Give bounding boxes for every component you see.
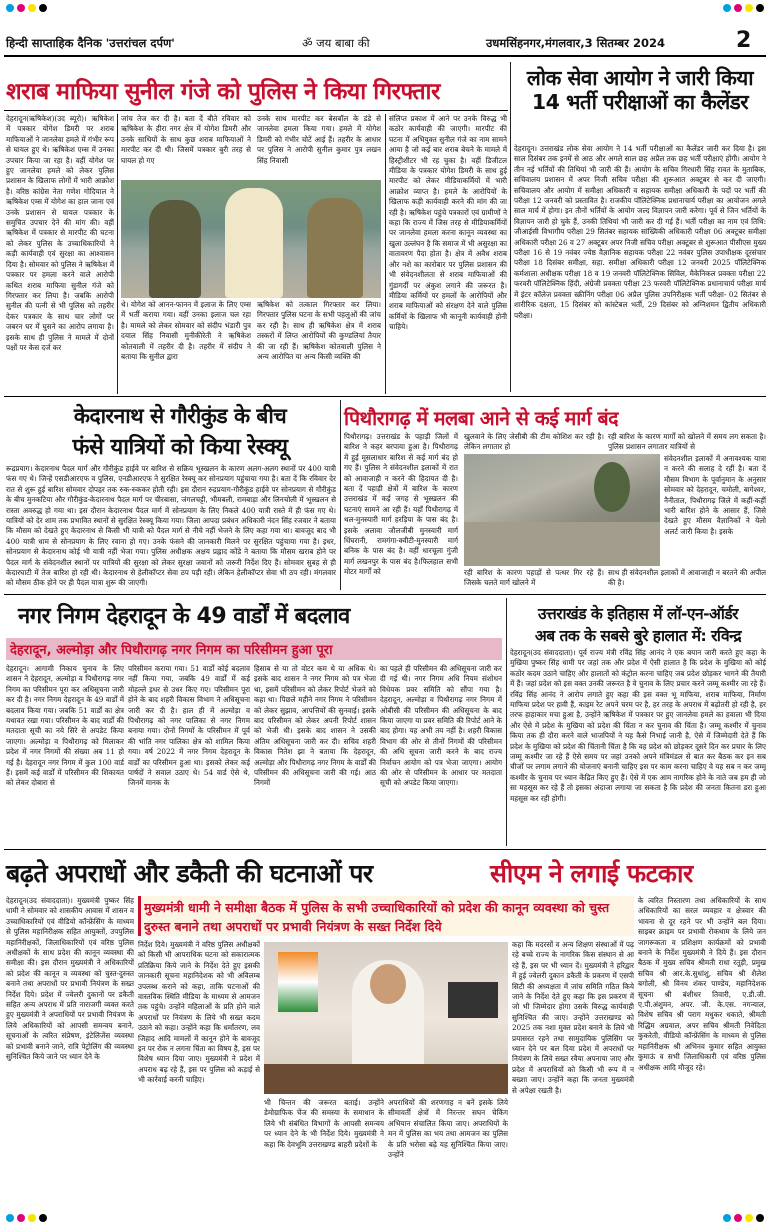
story4-caption2: साथ ही संवेदनशील इलाकों में आवाजाही न बरतने की अपील की है। (608, 568, 766, 588)
person-right (307, 198, 363, 298)
color-dots-bottom-left (6, 1214, 47, 1222)
yellow-dot (745, 1214, 753, 1222)
story1-col3-bottom: ऋषिकेश को तत्काल गिरफ्तार कर लिया। गिरफ्तार पुलिस घटना के सभी पहलुओं की जांच कर रही है। साथ ही ऋषिकेश क्षेत्र में शराब तस्करों में लिप्त आरोपियों की कुण्डलियां तैयार की जा रही हैं। ऋषिकेश कोतवाली पुलिस ने अन्य आरोपित या अन्य किसी व्यक्ति की (257, 300, 381, 362)
rock-debris (464, 522, 660, 566)
story5-headline: नगर निगम देहरादून के 49 वार्डों में बदलाव (18, 604, 350, 629)
color-dots-top-left (6, 4, 47, 12)
story2-body: देहरादून। उत्तराखंड लोक सेवा आयोग ने 14 भर्ती परीक्षाओं का कैलेंडर जारी कर दिया है। इस साल दिसंबर तक इनमें से आठ और अगले साल छह अप्रैल तक छह भर्ती परीक्षाएं होंगी। आयोग ने तीन नई भर्तियों की तिथियां भी जारी की हैं। आयोग के सचिव गिरधारी सिंह रावत के मुताबिक, सचिवालय प्रशासन में अपर निजी सचिव परीक्षा की शुरूआत अक्टूबर से कर दी जाएगी। सचिवालय और आयोग में समीक्षा अधिकारी व सहायक समीक्षा अधिकारी के पदों पर भर्ती की परीक्षा 12 जनवरी को प्रस्तावित है। राजकीय पॉलिटेक्निक प्रधानाचार्य परीक्षा का आयोजन अगले साल मार्च में होगा। इन तीनों भर्तियों के आयोग जल्द विज्ञापन जारी करेगा। पूर्व से जिन भर्तियों के विज्ञापन जारी हो चुके हैं, उनकी तिथियां भी जारी कर दी गई हैं। भर्ती परीक्षा का नाम एवं तिथि: जीआईसी विभागीय परीक्षा 29 सितंबर सहायक सांख्यिकी अधिकारी परीक्षा 06 अक्टूबर समीक्षा अधिकारी परीक्षा 26 व 27 अक्टूबर अपर निजी सचिव परीक्षा अक्टूबर से शुरूआत पीसीएस मुख्य परीक्षा 16 से 19 नवंबर ज्येष्ठ वैज्ञानिक सहायक परीक्षा 22 नवंबर पुलिस उपाधीक्षक दूरसंचार परीक्षा 18 दिसंबर समीक्षा, सहा. समीक्षा अधिकारी परीक्षा 12 जनवरी 2025 पॉलिटेक्निक कर्मशाला अधीक्षक परीक्षा 18 व 19 जनवरी पॉलिटेक्निक सिविल, मैकेनिकल प्रवक्ता परीक्षा 22 फरवरी पॉलिटेक्निक हिंदी, अंग्रेजी प्रवक्ता परीक्षा 23 फरवरी पॉलिटेक्निक प्रधानाचार्य परीक्षा मार्च में इंटर कॉलेज प्रवक्ता स्क्रीनिंग परीक्षा 06 अप्रैल पुलिस उपनिरीक्षक भर्ती परीक्षा- 02 सितंबर से शारीरिक दक्षता, 15 दिसंबर को कांस्टेबल भर्ती, 29 दिसंबर को अग्निशमन द्वितीय अधिकारी परीक्षा। (514, 144, 766, 320)
masthead-rule (4, 55, 766, 57)
story7-headline-part2: सीएम ने लगाई फटकार (490, 859, 693, 888)
place-date: उधमसिंहनगर,मंगलवार,3 सितम्बर 2024 (486, 36, 665, 50)
story1-col2-top: जांच तेज कर दी है। बता दें बीते रविवार को ऋषिकेश के हीरा नगर क्षेत्र में योगेश डिमरी और उनके साथियों के साथ कुछ शराब माफियाओं ने मारपीट कर दी थी। जिसमें पत्रकार बुरी तरह से घायल हो गए (121, 114, 251, 165)
story4-caption: रही बारिश के कारण पहाड़ों से पत्थर गिर रहे हैं। जिसके चलते मार्ग खोलने में (464, 568, 604, 588)
paper-name: हिन्दी साप्ताहिक दैनिक 'उत्तरांचल दर्पण' (6, 36, 175, 50)
yellow-dot (28, 4, 36, 12)
cyan-dot (723, 1214, 731, 1222)
page-number: 2 (736, 28, 752, 53)
story1-col2-bottom: थे। योगेश को आनन-फानन में इलाज के लिए एम्स में भर्ती कराया गया। वहीं उनका इलाज चल रहा है। मामले को लेकर सोमवार को संदीप भंडारी पुत्र दयाल सिंह निवासी मुनीकीरेती ने ऋषिकेश कोतवाली में तहरीर दी है। तहरीर में संदीप ने बताया कि सुनील द्वारा (121, 300, 251, 362)
divider (340, 400, 341, 590)
color-dots-top-right (723, 4, 764, 12)
cm-meeting-photo (264, 942, 508, 1094)
landslide-photo (464, 454, 660, 566)
story4-col2-top: खुलवाने के लिए जेसीबी की टीम कोशिश कर रही है। लेकिन लगातार हो (464, 432, 604, 452)
story5-col3: हिसाब से या तो वोटर कम थे या अधिक थे। इसके बाद शासन ने नगर निगम को पत्र भेजा था, इसमें परिसीमन को लेकर रिपोर्ट भेजने को कहा था। पिछले महीने नगर निगम ने परिसीमन को लेकर सुझाव, आपत्तियों की सुनवाई। इसके बाद परिसीमन को लेकर अपनी रिपोर्ट शासन को भेजी थी। इसके बाद शासन ने उसकी अंतिम अधिसूचना जारी कर दी। सचिव शहरी विकास नितेश झा ने बताया कि देहरादून, अल्मोड़ा और पिथौरागढ़ नगर निगम के वार्डों की परिसीमन की अधिसूचना जारी की गई। आठ निगमों (254, 664, 376, 788)
divider (506, 598, 507, 846)
story1-col4: संलिप्त प्रकाश में आने पर उनके विरुद्ध भी कठोर कार्यवाही की जाएगी। मारपीट की घटना में अभियुक्त सुनील गंजे का नाम सामने आया है जो कई बार शराब बेचने के मामले में हिस्ट्रीशीटर भी रह चुका है। वहीं डिजीटल मीडिया के पत्रकार योगेश डिमरी के साथ हुई मारपीट को लेकर मीडियाकर्मियों में भारी आक्रोश व्याप्त है। हमले के आरोपियों के खिलाफ कड़ी कार्यवाही करने की मांग की जा रही है। ऋषिकेश पहुंचे पत्रकारों एवं ग्रामीणों ने कहा कि राज्य में जिस तरह से मीडियाकर्मियों पर जानलेवा हमला करना कानून व्यवस्था का खुला उल्लंघन है कि समाज में भी असुरक्षा का वातावरण पैदा होता है। क्षेत्र में अवैध शराब और नशे का कारोबार पर पुलिस प्रशासन की भी संवेदनशीलता से शराब माफियाओं की गुंडागर्दी पर अंकुश लगाने की जरूरत है। मीडिया कर्मियों पर हमलों के आरोपियों और शराब माफियाओं को संरक्षण देने वाले पुलिस कर्मियों के खिलाफ भी कानूनी कार्यवाही होनी चाहिये। (389, 114, 507, 332)
story5-col2: परिसीमन कराया गया। 51 वार्डों कोई बदलाव नहीं किया गया, जबकि 49 वार्डों में कई मोहल्ले इधर से उधर किए गए। परिसीमन पूरा होने के बाद शहरी विकास विभाग ने अधिसूचना जारी कर दी है। हाल ही में अल्मोड़ा व पिथौरागढ़ को नगर पालिका से नगर निगम बनाया गया। दोनों निगमों के परिसीमन में पूर्व की भांति नगर पालिका क्षेत्र को शामिल किया गया। वर्ष 2022 में नगर निगम देहरादून के वार्डों का परिसीमन हुआ था। इसको लेकर कई पार्षदों ने सवाल उठाए थे। 54 वार्ड ऐसे थे, जिनमें मानक के (128, 664, 250, 788)
divider (117, 114, 118, 394)
magenta-dot (734, 4, 742, 12)
story6-headline-line1: उत्तराखंड के इतिहास में लॉ-एन-ऑर्डर (537, 605, 739, 623)
story7-col1: देहरादून(उद संवाददाता)। मुख्यमंत्री पुष्कर सिंह धामी ने सोमवार को शासकीय आवास में शासन व उच्चाधिकारियों एवं वीडियो कॉन्फ्रेंसिंग के माध्यम से पुलिस महानिरीक्षक सहित आयुक्तों, उपपुलिस महानिरीक्षकों, जिलाधिकारियों एवं वरिष्ठ पुलिस अधीक्षकों के साथ प्रदेश की कानून व्यवस्था की समीक्षा की। इस दौरान मुख्यमंत्री ने अधिकारियों को प्रदेश की कानून व व्यवस्था को चुस्त-दुरुस्त बनाने तथा अपराधों पर प्रभावी नियंत्रण के सख्त निर्देश दिये। प्रदेश में ज्वेलरी दुकानों पर डकैती सहित अन्य अपराध में प्रति नाराजगी व्यक्त करते हुए मुख्यमंत्री ने अपराधियों पर प्रभावी नियंत्रण के लिये अधिकारियों को आपसी समन्वय बनाने, सूचनाओं के त्वरित संप्रेषण, इंटेलिजेंस व्यवस्था को प्रभावी बनाने जाने, रात्रि पेट्रोलिंग की व्यवस्था सुनिश्चित किये जाने पर ध्यान देने के (6, 896, 134, 1062)
black-dot (756, 1214, 764, 1222)
yellow-dot (745, 4, 753, 12)
section-rule (4, 396, 766, 397)
story5-col1: देहरादून। आगामी निकाय चुनाव के लिए शासन ने देहरादून, अल्मोड़ा व पिथौरागढ़ नगर निगम का परिसीमन पूरा कर अधिसूचना जारी कर दी है। नगर निगम देहरादून के 49 वार्डों में बदलाव किया गया। जबकि 51 वार्डों का क्षेत्र यथावत रखा गया। परिसीमन के बाद वार्डों की मतदाता सूची का नये सिरे से अपडेट किया जाएगा। अल्मोड़ा व पिथौरागढ़ को मिलाकर प्रदेश में नगर निगमों की संख्या अब 11 हो गई है। देहरादून नगर निगम में कुल 100 वार्ड हैं। इसमें कई वार्डों में परिसीमन की शिकायत को लेकर दोबारा से (6, 664, 124, 788)
story4-col3-top: रही बारिश के कारण मार्गों को खोलने में समय लग सकता है। पुलिस प्रशासन लगातार यात्रियों से (608, 432, 766, 452)
section-rule (4, 849, 766, 850)
story3-headline-line2: फंसे यात्रियों को किया रेस्क्यू (72, 435, 288, 460)
story7-col2: निर्देश दिये। मुख्यमंत्री ने वरिष्ठ पुलिस अधीक्षकों को किसी भी आपराधिक घटना को सकारात्मक प्रतिक्रिया किये जाने के निर्देश देते हुए इसकी जानकारी सूचना महानिदेशक को भी अविलम्ब उपलब्ध कराने को कहा, ताकि घटनाओं की वास्तविक स्थिति मीडिया के माध्यम से आमजन तक पहुंचे। उन्होंने महिलाओं के प्रति होने वाले अपराधों पर नियंत्रण के लिये भी सख्त कदम उठाने को कहा। उन्होंने कहा कि धर्मांतरण, लव जिहाद आदि मामलों में कानून होने के बावजूद इन पर रोक न लगना चिंता का विषय है, इस पर विशेष ध्यान दिया जाए। मुख्यमंत्री ने प्रदेश में अपराध बढ़ रहे हैं, इस पर पुलिस को कड़ाई से भी कार्रवाई करनी चाहिए। (138, 940, 260, 1085)
cyan-dot (6, 4, 14, 12)
story6-headline-line2: अब तक के सबसे बुरे हालात में: रविन्द्र (534, 627, 742, 645)
story7-col4-bottom: अपराधियों की शरणगाह न बनें इसके लिये सीमावर्ती क्षेत्रों में निरन्तर सघन चेकिंग अभियान संचालित किया जाए। अपराधियों के मन में पुलिस का भय तथा आमजन का पुलिस के प्रति भरोसा बढ़े यह सुनिश्चित किया जाए। उन्होंने (388, 1098, 508, 1160)
story5-col4: का पहले ही परिसीमन की अधिसूचना जारी कर दी गई थी। नगर निगम अधि नियम संशोधन विधेयक प्रवर समिति को सौंपा गया है। देहरादून, अल्मोड़ा व पिथौरागढ़ नगर निगम में ओबीसी की परिसीमन की अधिसूचना के बाद किया जाएगा या प्रवर समिति की रिपोर्ट आने के बाद होगा। यह अभी तय नहीं है। शहरी विकास विभाग की ओर से तीनों निगमों की परिसीमन की अधि सूचना जारी करने के बाद राज्य निर्वाचन आयोग को पत्र भेजा जाएगा। आयोग की ओर से परिसीमन के आधार पर मतदाता सूची को अपडेट किया जाएगा। (380, 664, 502, 788)
black-dot (756, 4, 764, 12)
blessing-text: ॐ जय बाबा की (302, 36, 370, 50)
magenta-dot (734, 1214, 742, 1222)
person-center (225, 188, 283, 298)
section-rule (4, 594, 766, 595)
story7-col6: के त्वरित निस्तारण तथा अधिकारियों के साथ अधिकारियों का सरल व्यवहार व क्षेत्रवार की भावना से दूर रहने पर भी उन्होंने बल दिया। साइबर क्राइम पर प्रभावी रोकथाम के लिये जन जागरूकता व प्रशिक्षण कार्यक्रमों को प्रभावी बनाने के निर्देश मुख्यमंत्री ने दिये हैं। इस दौरान बैठक में मुख्य सचिव श्रीमती राधा रतूड़ी, प्रमुख सचिव श्री आर.के.सुधांशु, सचिव श्री शैलेश बगोली, श्री विनय शंकर पाण्डेय, महानिदेशक सूचना श्री बंशीधर तिवारी, ए.डी.जी. ए.पी.अंशुमन, अपर. जी. के.एस. नगन्याल, विशेष सचिव श्री पराग मधुकर धकाते, श्रीमती रिद्धिम अग्रवाल, अपर सचिव श्रीमती निवेदिता कुकरेती, वीडियो कॉन्फ्रेंसिंग के माध्यम से पुलिस महानिरीक्षक श्री अभिनव कुमार सहित आयुक्त कुमाऊं व सभी जिलाधिकारी एवं वरिष्ठ पुलिस अधीक्षक आदि मौजूद रहे। (638, 896, 766, 1072)
story4-col1: पिथौरागढ़। उत्तराखंड के पहाड़ी जिलों में बारिश ने कहर बरपाया हुआ है। पिथौरागढ़ में हुई मूसलाधार बारिश से कई मार्ग बंद हो गए हैं। पुलिस ने संवेदनशील इलाकों में रात को आवाजाही न करने की हिदायत दी है। बता दें पहाड़ी क्षेत्रों में बारिश के कारण उत्तराखंड में कई जगह से भूस्खलन की घटनाएं सामने आ रही हैं। यहाँ पिथौरागढ़ में थल-मुनस्यारी मार्ग हरड़िया के पास बंद है। इसके अलावा जौलजीबी मुनस्यारी मार्ग धिंघरानी, रामगंगा-क्वीटी-मुनस्यारी मार्ग बनिक के पास बंद है। वहीं धारचूला गुंजी मार्ग लखनपुर के पास बंद है।फिलहाल सभी मोटर मार्गों को (344, 432, 458, 577)
tree-1 (594, 462, 630, 512)
story2-headline: लोक सेवा आयोग ने जारी किया 14 भर्ती परीक्षाओं का कैलेंडर (526, 66, 754, 114)
yellow-dot (28, 1214, 36, 1222)
story3-headline-line1: केदारनाथ से गौरीकुंड के बीच (73, 404, 287, 428)
color-dots-bottom-right (723, 1214, 764, 1222)
story3-body: रूद्रप्रयाग। केदारनाथ पैदल मार्ग और गौरीकुंड हाईवे पर बारिश से सक्रिय भूस्खलन के कारण अलग-अलग स्थानों पर 400 यात्री फंस गए थे। जिन्हें एसडीआरएफ व पुलिस, एनडीआरएफ ने सुरक्षित रेस्क्यू कर सोनप्रयाग पहुंचाया गया है। बता दें कि रविवार देर रात से शुरू हुई बारिश सोमवार दोपहर तक रुक-रुककर होती रही। इस दौरान रुद्रप्रयाग-गौरीकुंड हाईवे पर सोनप्रयाग से गौरीकुंड के बीच मुनकटिया और गौरीकुंड-केदारनाथ पैदल मार्ग पर चीरबासा, जंगलचट्टी, भीमबली, रामबाड़ा और लिनचोली में भूस्खलन से रास्ता अवरुद्ध हो गया था। इस दौरान केदारनाथ पैदल मार्ग में सोनप्रयाग के लिए निकले 400 यात्री रास्ते में ही फंस गए थे। यात्रियों को देर शाम तक प्रभावित स्थानों से सुरक्षित रेस्क्यू किया गया। जिला आपदा प्रबंधन अधिकारी नंदन सिंह रजवार ने बताया कि मौसम को देखते हुए केदारनाथ से किसी भी यात्री को पैदल मार्ग से नीचे नहीं भेजने के लिए कहा गया था। बावजूद बाद भी 400 यात्री धाम से सोनप्रयाग के लिए रवाना हो गए। उनके फंसने की जानकारी मिलने पर सुरक्षित पहुंचाया गया है। इधर, सोनप्रयाग से केदारनाथ कोई भी यात्री नहीं भेजा गया। पुलिस अधीक्षक अक्षय प्रह्लाद कोंडे ने बताया कि मौसम खराब होने पर पैदल मार्ग के संवेदनशील स्थानों पर यात्रियों की सुरक्षा को लेकर सुरक्षा जवानों को जरूरी निर्देश दिए हैं। सोमवार सुबह से ही केदारघाटी में तेज बारिश हो रही थी। केदारनाथ से हेलीकॉप्टर सेवा ठप पड़ी रही। लेकिन हेलीकॉप्टर सेवा भी ठप रही। मंगलवार को मौसम ठीक होने पर ही पैदल यात्रा शुरू की जाएगी। (6, 464, 336, 588)
story1-headline: शराब माफिया सुनील गंजे को पुलिस ने किया गिरफ्तार (6, 79, 440, 105)
divider (385, 114, 386, 394)
flag (278, 952, 318, 1012)
story5-subhead: देहरादून, अल्मोड़ा और पिथौरागढ़ नगर निगम का परिसीमन हुआ पूरा (10, 643, 333, 658)
story1-col3-top: उनके साथ मारपीट कर बेसबॉल के डंडे से जानलेवा हमला किया गया। हमले में योगेश डिमरी को गंभीर चोटें आई हैं। तहरीर के आधार पर पुलिस ने आरोपी सुनील कुमार पुत्र लखन सिंह निवासी (257, 114, 381, 165)
desk (264, 1064, 508, 1094)
monitor (448, 982, 498, 1018)
black-dot (39, 4, 47, 12)
divider (510, 62, 511, 392)
story6-body: देहरादून(उद संवाददाता)। पूर्व राज्य मंत्री रविंद्र सिंह आनंद ने एक बयान जारी करते हुए कहा के मुखिया पुष्कर सिंह धामी पर जहां तक और प्रदेश में ऐसी हालात है कि प्रदेश के मुखिया को कोई कठोर कदम उठाने चाहिए और हालातों को कंट्रोल करना चाहिए जब प्रदेश छोड़कर भागने की तैयारी में हैं। जहां प्रदेश को इस वक्त उनकी जरूरत है वे चुनाव के लिए प्रचार करने जम्मू कश्मीर जा रहे हैं। रविंद्र सिंह आनंद ने आरोप लगाते हुए कहा की इस वक्त भू माफिया, शराब माफिया, निर्माण माफिया प्रदेश पर हावी हैं, काइम रेट अपने चरम पर है, हर तरह के अपराध में बढ़ोतरी हो रही है, हर तरफ हाहाकार मचा हुआ है, उन्होंने ऋषिकेश में पत्रकार पर हुए जानलेवा हमले का हवाला भी दिया और ऐसे में प्रदेश के मुखिया को प्रदेश की चिंता न कर चुनाव की चिंता है। जम्मू कश्मीर में चुनाव किया तक ही दौरा करने वाले भाजपियों ने यह कैसे निभाई जानी है, ऐसे में जिम्मेदारी देते हैं कि प्रदेश के मुखिया को प्रदेश की चिंतानी चिंता है कि वह प्रदेश को छोड़कर दूसरे दिन कर प्रचार के लिए जम्मू कश्मीर जा रहे हैं ऐसे समय पर जहां उनको अपने मंत्रिमंडल से बात कर बैठक कर इन सब चीजों पर लगाम लगाने की योजनाएं बनानी चाहिए इस पर काम करना चाहिए वे यह सब न कर जम्मू कश्मीर के चुनाव पर ध्यान केंद्रित किए हुए हैं। ऐसे में एक आम नागरिक होने के नाते जब हम ही जो सा महसूस कर रहे हैं तो इसका अंदाजा लगाया जा सकता है कि प्रदेश की जनता कितना डरा हुआ महसूस कर रही होगी। (510, 648, 766, 803)
story1-rule (4, 110, 508, 111)
story1-col1: देहरादून(ऋषिकेश)(उद ब्यूरो)। ऋषिकेश में पत्रकार योगेश डिमरी पर शराब माफियाओं ने जानलेवा हमले में गंभीर रूप से घायल हुए थे। ऋषिकेश एम्स में उनका उपचार किया जा रहा है। वहीं योगेश पर हुए जानलेवा हमले को लेकर पुलिस प्रशासन के खिलाफ लोगों में भारी आक्रोश है। वरिष्ठ कांग्रेस नेता गणेश गोदियाल ने ऋषिकेश एम्स में योगेश का हाल जाना एवं उनके प्रशासन से घायल पत्रकार के समुचित उपचार देने की मांग की। वहीं ऋषिकेश में पत्रकार से मारपीट की घटना को लेकर पुलिस के उच्चाधिकारियों ने कड़ी कार्यवाही एवं सुरक्षा का आश्वासन दिया है। सोमवार को पुलिस ने ऋषिकेश में पत्रकार पर हमला करने वाले आरोपी कथित शराब माफिया सुनील गंजे को गिरफ्तार कर लिया है। जबकि आरोपी सुनील की पत्नी से भी पुलिस को तहरीर देकर पत्रकार के साथ चार लोगों पर जबरन घर में घुसने का आरोप लगाया है। इसके साथ ही पुलिस ने मामले में दोनों पक्षों पर केस दर्ज कर (6, 114, 114, 352)
story7-col5: कहा कि मदरसों व अन्य शिक्षण संस्थाओं में पढ़ रहे बच्चे राज्य के नागरिक किस संस्थान से आ रहे हैं, इस पर भी ध्यान दें। मुख्यमंत्री ने हरिद्वार में हुई ज्वेलरी दुकान डकैती के प्रकरण में एसपी सिटी की अध्यक्षता में जांच समिति गठित किये जाने के निर्देश देते हुए कहा कि इस प्रकरण में जो भी जिम्मेदार होगा उसके विरुद्ध कार्यवाही सुनिश्चित की जाए। उन्होंने उत्तराखण्ड को 2025 तक नशा मुक्त प्रदेश बनाने के लिये भी प्रयासरत रहने तथा सामुदायिक पुलिसिंग पर ध्यान देने पर बल दिया प्रदेश में अपराधों पर नियंत्रण के लिये सख्त रवैया अपनाया जाए और प्रदेश में अपराधियों को किसी भी रूप में न बख्शा जाए। उन्होंने कहा कि जनता मुख्यमंत्री से अपेक्षा रखती है। (512, 940, 634, 1095)
person-left (149, 200, 201, 298)
story7-col3-bottom: भी चिन्तन की जरूरत बताई। उन्होंने डेमोग्राफिक चेंज की समस्या के समाधान के लिये भी संबंधित विभागों के आपसी समन्वय पर ध्यान देने के भी निर्देश दिये। मुख्यमंत्री ने कहा कि देवभूमि उत्तराखण्ड बाहरी प्रदेशों के (264, 1098, 384, 1149)
cyan-dot (723, 4, 731, 12)
magenta-dot (17, 4, 25, 12)
magenta-dot (17, 1214, 25, 1222)
police-arrest-photo (121, 180, 381, 298)
story4-col3-side: संवेदनशील इलाकों में अनावश्यक यात्रा न करने की सलाह दे रहीं है। बता दें मौसम विभाग के पूर्वानुमान के अनुसार सोमवार को देहरादून, चमोली, बागेश्वर, नैनीताल, पिथौरागढ़ जिले में कहीं-कहीं भारी बारिश होने के आसार हैं, जिसे देखते हुए मौसम वैज्ञानिकों ने येलो अलर्ट जारी किया है। इसके (664, 454, 766, 536)
story4-headline: पिथौरागढ़ में मलबा आने से कई मार्ग बंद (344, 407, 619, 430)
cyan-dot (6, 1214, 14, 1222)
black-dot (39, 1214, 47, 1222)
story7-subhead: मुख्यमंत्री धामी ने समीक्षा बैठक में पुलिस के सभी उच्चाधिकारियों को प्रदेश की कानून व्यवस्था को चुस्त दुरुस्त बनाने तथा अपराधों पर प्रभावी नियंत्रण के सख्त निर्देश दिये (144, 900, 610, 934)
story7-headline-part1: बढ़ते अपराधों और डकैती की घटनाओं पर (6, 859, 373, 888)
cm-face (370, 964, 406, 1004)
